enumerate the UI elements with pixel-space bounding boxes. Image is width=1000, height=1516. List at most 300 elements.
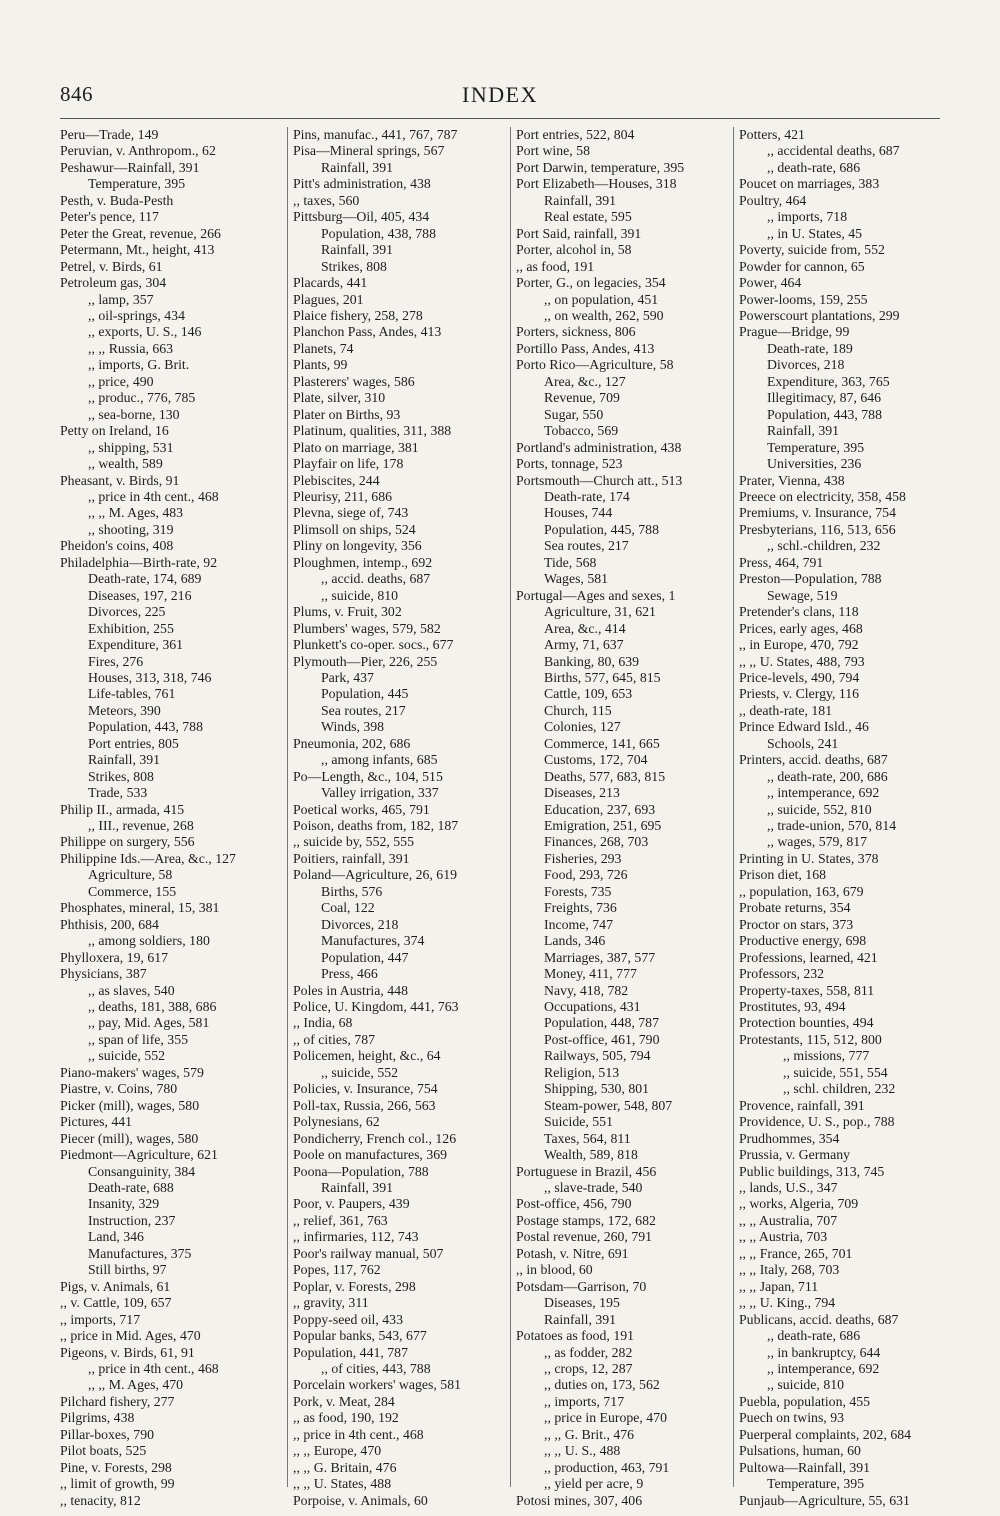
index-entry: ,, v. Cattle, 109, 657 [60, 1295, 172, 1311]
index-entry: Press, 466 [321, 966, 378, 982]
index-entry: Potash, v. Nitre, 691 [516, 1245, 629, 1261]
index-entry: Rainfall, 391 [88, 752, 161, 768]
index-entry: ,, deaths, 181, 388, 686 [88, 999, 217, 1015]
index-entry: Protection bounties, 494 [739, 1015, 874, 1031]
index-entry: Diseases, 195 [544, 1295, 620, 1311]
index-entry: Peru—Trade, 149 [60, 127, 159, 142]
index-entry: Taxes, 564, 811 [544, 1130, 631, 1146]
index-entry: Cattle, 109, 653 [544, 686, 633, 702]
index-entry: Probate returns, 354 [739, 900, 851, 916]
index-entry: Strikes, 808 [321, 258, 387, 274]
index-entry: Rainfall, 391 [544, 1311, 617, 1327]
index-entry: Piano-makers' wages, 579 [60, 1064, 204, 1080]
index-entry: Plevna, siege of, 743 [293, 505, 409, 521]
index-entry: ,, produc., 776, 785 [88, 390, 196, 406]
index-entry: ,, sea-borne, 130 [88, 406, 180, 422]
index-entry: Philip II., armada, 415 [60, 801, 185, 817]
index-entry: ,, of cities, 787 [293, 1031, 375, 1047]
index-entry: Prostitutes, 93, 494 [739, 999, 846, 1015]
index-entry: Income, 747 [544, 916, 613, 932]
index-entry: Poor's railway manual, 507 [293, 1245, 444, 1261]
index-entry: ,, imports, 718 [767, 209, 848, 225]
index-entry: Prince Edward Isld., 46 [739, 719, 869, 735]
index-entry: Physicians, 387 [60, 966, 147, 982]
index-entry: Peter's pence, 117 [60, 209, 159, 225]
index-entry: Price-levels, 490, 794 [739, 669, 860, 685]
index-entry: Protestants, 115, 512, 800 [739, 1031, 882, 1047]
index-entry: ,, taxes, 560 [293, 192, 360, 208]
index-entry: Peter the Great, revenue, 266 [60, 225, 221, 241]
index-entry: Plasterers' wages, 586 [293, 373, 415, 389]
index-entry: Platinum, qualities, 311, 388 [293, 423, 452, 439]
index-entry: Schools, 241 [767, 735, 839, 751]
index-entry: Plagues, 201 [293, 291, 364, 307]
index-entry: Rainfall, 391 [321, 242, 394, 258]
index-entry: Diseases, 197, 216 [88, 587, 192, 603]
index-entry: Tobacco, 569 [544, 423, 619, 439]
index-entry: Pondicherry, French col., 126 [293, 1130, 457, 1146]
index-entry: Poles in Austria, 448 [293, 982, 408, 998]
index-entry: ,, suicide, 552 [321, 1064, 399, 1080]
index-entry: Potosi mines, 307, 406 [516, 1492, 643, 1508]
index-entry: Deaths, 577, 683, 815 [544, 768, 666, 784]
index-entry: Population, 443, 788 [767, 406, 882, 422]
index-entry: Providence, U. S., pop., 788 [739, 1114, 895, 1130]
index-entry: Army, 71, 637 [544, 637, 624, 653]
index-entry: ,, ,, U. States, 488 [293, 1476, 392, 1492]
index-entry: ,, trade-union, 570, 814 [767, 818, 897, 834]
index-entry: ,, shipping, 531 [88, 439, 174, 455]
index-entry: Houses, 744 [544, 505, 613, 521]
index-entry: Customs, 172, 704 [544, 752, 648, 768]
index-entry: Expenditure, 363, 765 [767, 373, 890, 389]
index-entry: Plumbers' wages, 579, 582 [293, 620, 441, 636]
index-entry: Petrel, v. Birds, 61 [60, 258, 163, 274]
index-entry: Manufactures, 374 [321, 933, 425, 949]
index-entry: Tide, 568 [544, 554, 597, 570]
index-entry: Freights, 736 [544, 900, 617, 916]
index-entry: Population, 448, 787 [544, 1015, 659, 1031]
index-entry: Port Elizabeth—Houses, 318 [516, 176, 677, 192]
index-entry: ,, as food, 191 [516, 258, 595, 274]
index-entry: ,, among infants, 685 [321, 752, 438, 768]
index-entry: Porter, alcohol in, 58 [516, 242, 632, 258]
index-entry: ,, suicide, 552, 810 [767, 801, 872, 817]
index-entry: ,, among soldiers, 180 [88, 933, 210, 949]
index-entry: Revenue, 709 [544, 390, 620, 406]
index-entry: ,, shooting, 319 [88, 521, 174, 537]
index-entry: ,, yield per acre, 9 [544, 1476, 644, 1492]
index-entry: Emigration, 251, 695 [544, 818, 662, 834]
index-entry: Population, 443, 788 [88, 719, 203, 735]
index-entry: Planets, 74 [293, 340, 354, 356]
index-entry: Pisa—Mineral springs, 567 [293, 143, 445, 159]
index-entry: ,, India, 68 [293, 1015, 353, 1031]
index-entry: ,, ,, M. Ages, 483 [88, 505, 184, 521]
index-entry: Proctor on stars, 373 [739, 916, 854, 932]
index-entry: Manufactures, 375 [88, 1245, 192, 1261]
page-title: INDEX [462, 82, 538, 107]
index-entry: Popes, 117, 762 [293, 1262, 381, 1278]
index-entry: ,, missions, 777 [783, 1048, 870, 1064]
index-entry: ,, imports, 717 [544, 1393, 625, 1409]
index-entry: Rainfall, 391 [321, 1180, 394, 1195]
index-entry: Petty on Ireland, 16 [60, 423, 169, 439]
index-entry: Divorces, 218 [321, 916, 399, 932]
index-entry: Temperature, 395 [767, 439, 865, 455]
index-entry: Provence, rainfall, 391 [739, 1097, 865, 1113]
index-entry: Commerce, 155 [88, 883, 177, 899]
index-entry: Colonies, 127 [544, 719, 621, 735]
index-entry: Porto Rico—Agriculture, 58 [516, 357, 674, 373]
index-entry: Portugal—Ages and sexes, 1 [516, 587, 676, 603]
index-entry: Professions, learned, 421 [739, 949, 878, 965]
index-entry: ,, ,, U. States, 488, 793 [739, 653, 865, 669]
index-entry: Printers, accid. deaths, 687 [739, 752, 888, 768]
index-entry: Sugar, 550 [544, 406, 604, 422]
index-entry: Port wine, 58 [516, 143, 590, 159]
index-entry: ,, accidental deaths, 687 [767, 143, 900, 159]
index-entry: ,, price in 4th cent., 468 [88, 1360, 219, 1376]
index-entry: Philippe on surgery, 556 [60, 834, 195, 850]
page-header [60, 82, 940, 114]
index-entry: Picker (mill), wages, 580 [60, 1097, 200, 1113]
index-entry: Population, 438, 788 [321, 225, 436, 241]
index-entry: Winds, 398 [321, 719, 385, 735]
index-entry: ,, ,, G. Brit., 476 [544, 1426, 635, 1442]
index-entry: Postage stamps, 172, 682 [516, 1212, 656, 1228]
index-entry: ,, ,, Italy, 268, 703 [739, 1262, 840, 1278]
index-entry: Poitiers, rainfall, 391 [293, 850, 410, 866]
index-entry: Commerce, 141, 665 [544, 735, 660, 751]
index-entry: Pins, manufac., 441, 767, 787 [293, 127, 458, 142]
index-entry: Priests, v. Clergy, 116 [739, 686, 860, 702]
index-entry: Press, 464, 791 [739, 554, 824, 570]
index-entry: Popular banks, 543, 677 [293, 1328, 427, 1344]
index-entry: Land, 346 [88, 1229, 144, 1245]
index-entry: ,, intemperance, 692 [767, 785, 880, 801]
index-entry: Prussia, v. Germany [739, 1147, 850, 1163]
index-entry: Illegitimacy, 87, 646 [767, 390, 882, 406]
index-entry: Death-rate, 688 [88, 1180, 174, 1195]
index-entry: Poison, deaths from, 182, 187 [293, 818, 459, 834]
index-entry: Phthisis, 200, 684 [60, 916, 159, 932]
index-entry: Religion, 513 [544, 1064, 620, 1080]
index-entry: ,, works, Algeria, 709 [739, 1196, 859, 1212]
index-entry: Plater on Births, 93 [293, 406, 401, 422]
index-entry: Potsdam—Garrison, 70 [516, 1278, 647, 1294]
index-entry: Sewage, 519 [767, 587, 838, 603]
index-entry: Prudhommes, 354 [739, 1130, 840, 1146]
index-entry: Porcelain workers' wages, 581 [293, 1377, 462, 1393]
index-entry: ,, on population, 451 [544, 291, 659, 307]
index-entry: Money, 411, 777 [544, 966, 637, 982]
index-entry: Professors, 232 [739, 966, 825, 982]
index-entry: ,, ,, Australia, 707 [739, 1212, 838, 1228]
index-entry: ,, suicide by, 552, 555 [293, 834, 414, 850]
index-entry: Premiums, v. Insurance, 754 [739, 505, 896, 521]
index-entry: Consanguinity, 384 [88, 1163, 196, 1179]
index-entry: ,, death-rate, 686 [767, 1328, 861, 1344]
index-entry: ,, gravity, 311 [293, 1295, 369, 1311]
index-entry: Pheasant, v. Birds, 91 [60, 472, 180, 488]
index-entry: ,, suicide, 810 [767, 1377, 845, 1393]
index-entry: Pork, v. Meat, 284 [293, 1393, 395, 1409]
index-entry: ,, of cities, 443, 788 [321, 1360, 431, 1376]
index-entry: Polynesians, 62 [293, 1114, 380, 1130]
index-entry: ,, wages, 579, 817 [767, 834, 868, 850]
index-entry: Power, 464 [739, 275, 802, 291]
index-entry: Population, 445, 788 [544, 521, 659, 537]
index-entry: Trade, 533 [88, 785, 148, 801]
index-entry: Porters, sickness, 806 [516, 324, 636, 340]
index-entry: Poplar, v. Forests, 298 [293, 1278, 416, 1294]
index-entry: Divorces, 225 [88, 604, 166, 620]
index-entry: Police, U. Kingdom, 441, 763 [293, 999, 459, 1015]
index-entry: Pliny on longevity, 356 [293, 538, 422, 554]
index-entry: ,, ,, G. Britain, 476 [293, 1459, 397, 1475]
index-entry: ,, ,, Japan, 711 [739, 1278, 819, 1294]
index-entry: Portsmouth—Church att., 513 [516, 472, 683, 488]
index-entry: Life-tables, 761 [88, 686, 176, 702]
index-entry: ,, wealth, 589 [88, 456, 163, 472]
index-entry: Rainfall, 391 [321, 159, 394, 175]
index-entry: Plimsoll on ships, 524 [293, 521, 416, 537]
index-entry: Population, 445 [321, 686, 409, 702]
index-entry: ,, in blood, 60 [516, 1262, 593, 1278]
index-entry: Peshawur—Rainfall, 391 [60, 159, 200, 175]
index-entry: Meteors, 390 [88, 702, 161, 718]
index-entry: Park, 437 [321, 669, 374, 685]
index-entry: Pilot boats, 525 [60, 1443, 147, 1459]
index-entry: ,, ,, France, 265, 701 [739, 1245, 853, 1261]
index-entry: ,, price in 4th cent., 468 [88, 488, 219, 504]
index-entry: ,, ,, Austria, 703 [739, 1229, 828, 1245]
index-entry: ,, price in Europe, 470 [544, 1410, 667, 1426]
index-entry: ,, price, 490 [88, 373, 154, 389]
index-entry: Pittsburg—Oil, 405, 434 [293, 209, 430, 225]
index-entry: Policemen, height, &c., 64 [293, 1048, 441, 1064]
index-entry: ,, on wealth, 262, 590 [544, 307, 664, 323]
index-entry: ,, suicide, 810 [321, 587, 399, 603]
index-entry: ,, lamp, 357 [88, 291, 154, 307]
index-entry: Forests, 735 [544, 883, 612, 899]
index-entry: Births, 577, 645, 815 [544, 669, 661, 685]
index-entry: Population, 447 [321, 949, 409, 965]
index-entry: Church, 115 [544, 702, 612, 718]
index-entry: ,, intemperance, 692 [767, 1360, 880, 1376]
index-entry: Pigs, v. Animals, 61 [60, 1278, 171, 1294]
index-entry: Puebla, population, 455 [739, 1393, 871, 1409]
index-entry: Banking, 80, 639 [544, 653, 640, 669]
index-entry: Po—Length, &c., 104, 515 [293, 768, 443, 784]
index-entry: Instruction, 237 [88, 1212, 176, 1228]
index-entry: Steam-power, 548, 807 [544, 1097, 673, 1113]
index-entry: Punjaub—Agriculture, 55, 631 [739, 1492, 910, 1508]
index-entry: Post-office, 456, 790 [516, 1196, 632, 1212]
index-entry: Policies, v. Insurance, 754 [293, 1081, 438, 1097]
index-entry: Pesth, v. Buda-Pesth [60, 192, 174, 208]
index-entry: Poole on manufactures, 369 [293, 1147, 448, 1163]
index-entry: Lands, 346 [544, 933, 606, 949]
index-entry: ,, ,, M. Ages, 470 [88, 1377, 184, 1393]
index-column-3 [510, 127, 732, 1508]
index-entry: Publicans, accid. deaths, 687 [739, 1311, 899, 1327]
index-entry: Death-rate, 189 [767, 340, 853, 356]
index-entry: Temperature, 395 [767, 1476, 865, 1492]
index-entry: ,, lands, U.S., 347 [739, 1180, 838, 1195]
index-entry: Pillar-boxes, 790 [60, 1426, 154, 1442]
index-entry: Finances, 268, 703 [544, 834, 649, 850]
index-entry: ,, oil-springs, 434 [88, 307, 185, 323]
index-entry: Poetical works, 465, 791 [293, 801, 430, 817]
index-entry: Property-taxes, 558, 811 [739, 982, 875, 998]
index-entry: ,, limit of growth, 99 [60, 1476, 175, 1492]
index-entry: Planchon Pass, Andes, 413 [293, 324, 442, 340]
index-entry: Petroleum gas, 304 [60, 275, 167, 291]
index-entry: Rainfall, 391 [544, 192, 617, 208]
index-entry: ,, duties on, 173, 562 [544, 1377, 660, 1393]
index-entry: Agriculture, 31, 621 [544, 604, 656, 620]
index-entry: Prison diet, 168 [739, 867, 826, 883]
index-entry: Potters, 421 [739, 127, 805, 142]
index-entry: Preston—Population, 788 [739, 571, 882, 587]
index-entry: Prices, early ages, 468 [739, 620, 863, 636]
index-entry: Pitt's administration, 438 [293, 176, 431, 192]
index-entry: Piastre, v. Coins, 780 [60, 1081, 178, 1097]
index-entry: Plato on marriage, 381 [293, 439, 419, 455]
index-entry: ,, exports, U. S., 146 [88, 324, 202, 340]
index-entry: Wealth, 589, 818 [544, 1147, 638, 1163]
index-entry: Death-rate, 174 [544, 488, 630, 504]
index-entry: Pleurisy, 211, 686 [293, 488, 393, 504]
index-entry: Porter, G., on legacies, 354 [516, 275, 666, 291]
index-entry: Plate, silver, 310 [293, 390, 386, 406]
index-entry: Exhibition, 255 [88, 620, 174, 636]
index-entry: Power-looms, 159, 255 [739, 291, 868, 307]
index-entry: Portillo Pass, Andes, 413 [516, 340, 655, 356]
index-entry: Navy, 418, 782 [544, 982, 629, 998]
index-entry: Printing in U. States, 378 [739, 850, 879, 866]
index-entry: Plunkett's co-oper. socs., 677 [293, 637, 454, 653]
index-entry: Puerperal complaints, 202, 684 [739, 1426, 912, 1442]
index-entry: Sea routes, 217 [544, 538, 629, 554]
index-entry: ,, infirmaries, 112, 743 [293, 1229, 419, 1245]
index-entry: Pilchard fishery, 277 [60, 1393, 175, 1409]
index-entry: Phylloxera, 19, 617 [60, 949, 169, 965]
index-entry: Births, 576 [321, 883, 383, 899]
index-entry: Prater, Vienna, 438 [739, 472, 845, 488]
index-entry: Fires, 276 [88, 653, 144, 669]
index-entry: ,, death-rate, 200, 686 [767, 768, 888, 784]
index-entry: Divorces, 218 [767, 357, 845, 373]
index-entry: Portuguese in Brazil, 456 [516, 1163, 657, 1179]
index-entry: Pheidon's coins, 408 [60, 538, 174, 554]
index-entry: Productive energy, 698 [739, 933, 867, 949]
index-entry: ,, in U. States, 45 [767, 225, 863, 241]
index-entry: Food, 293, 726 [544, 867, 628, 883]
index-entry: Ploughmen, intemp., 692 [293, 554, 433, 570]
index-entry: ,, as slaves, 540 [88, 982, 175, 998]
index-entry: ,, population, 163, 679 [739, 883, 864, 899]
index-entry: Poland—Agriculture, 26, 619 [293, 867, 458, 883]
index-entry: Marriages, 387, 577 [544, 949, 656, 965]
index-entry: Plebiscites, 244 [293, 472, 380, 488]
index-entry: Suicide, 551 [544, 1114, 613, 1130]
index-entry: Plaice fishery, 258, 278 [293, 307, 423, 323]
index-entry: Philadelphia—Birth-rate, 92 [60, 554, 218, 570]
index-entry: ,, price in Mid. Ages, 470 [60, 1328, 201, 1344]
index-entry: Still births, 97 [88, 1262, 167, 1278]
index-entry: Porpoise, v. Animals, 60 [293, 1492, 428, 1508]
index-entry: Powerscourt plantations, 299 [739, 307, 900, 323]
index-entry: Universities, 236 [767, 456, 862, 472]
index-entry: Area, &c., 127 [544, 373, 626, 389]
index-entry: Poultry, 464 [739, 192, 807, 208]
index-entry: Peruvian, v. Anthropom., 62 [60, 143, 216, 159]
index-entry: Petermann, Mt., height, 413 [60, 242, 215, 258]
index-entry: Rainfall, 391 [767, 423, 840, 439]
index-entry: Wages, 581 [544, 571, 609, 587]
index-entry: ,, as fodder, 282 [544, 1344, 633, 1360]
index-entry: Plums, v. Fruit, 302 [293, 604, 402, 620]
index-entry: ,, suicide, 551, 554 [783, 1064, 888, 1080]
index-columns [60, 127, 960, 1508]
page-number: 846 [60, 82, 93, 106]
index-entry: Insanity, 329 [88, 1196, 160, 1212]
index-entry: ,, schl.-children, 232 [767, 538, 881, 554]
index-entry: Ports, tonnage, 523 [516, 456, 623, 472]
index-entry: Powder for cannon, 65 [739, 258, 865, 274]
index-entry: Playfair on life, 178 [293, 456, 404, 472]
index-entry: Real estate, 595 [544, 209, 632, 225]
index-entry: Piecer (mill), wages, 580 [60, 1130, 199, 1146]
index-entry: ,, pay, Mid. Ages, 581 [88, 1015, 210, 1031]
index-entry: Presbyterians, 116, 513, 656 [739, 521, 896, 537]
index-entry: Railways, 505, 794 [544, 1048, 651, 1064]
index-entry: Valley irrigation, 337 [321, 785, 439, 801]
index-entry: Plymouth—Pier, 226, 255 [293, 653, 438, 669]
index-entry: ,, ,, Russia, 663 [88, 340, 174, 356]
index-entry: ,, schl. children, 232 [783, 1081, 896, 1097]
index-entry: ,, in bankruptcy, 644 [767, 1344, 881, 1360]
index-entry: Port entries, 522, 804 [516, 127, 635, 142]
index-entry: Portland's administration, 438 [516, 439, 682, 455]
index-entry: Public buildings, 313, 745 [739, 1163, 885, 1179]
index-entry: Agriculture, 58 [88, 867, 173, 883]
index-entry: Philippine Ids.—Area, &c., 127 [60, 850, 236, 866]
index-entry: ,, relief, 361, 763 [293, 1212, 388, 1228]
index-entry: Phosphates, mineral, 15, 381 [60, 900, 220, 916]
index-entry: ,, crops, 12, 287 [544, 1360, 633, 1376]
index-entry: ,, tenacity, 812 [60, 1492, 141, 1508]
index-entry: Shipping, 530, 801 [544, 1081, 650, 1097]
index-entry: Poor, v. Paupers, 439 [293, 1196, 410, 1212]
index-entry: Placards, 441 [293, 275, 368, 291]
index-entry: Post-office, 461, 790 [544, 1031, 660, 1047]
index-entry: Occupations, 431 [544, 999, 641, 1015]
index-entry: Temperature, 395 [88, 176, 186, 192]
index-entry: ,, accid. deaths, 687 [321, 571, 431, 587]
index-entry: Fisheries, 293 [544, 850, 622, 866]
index-entry: Death-rate, 174, 689 [88, 571, 202, 587]
index-entry: Pulsations, human, 60 [739, 1443, 861, 1459]
index-entry: ,, death-rate, 686 [767, 159, 861, 175]
index-entry: ,, ,, U. S., 488 [544, 1443, 621, 1459]
index-entry: Expenditure, 361 [88, 637, 184, 653]
index-entry: ,, as food, 190, 192 [293, 1410, 399, 1426]
index-entry: Piedmont—Agriculture, 621 [60, 1147, 218, 1163]
